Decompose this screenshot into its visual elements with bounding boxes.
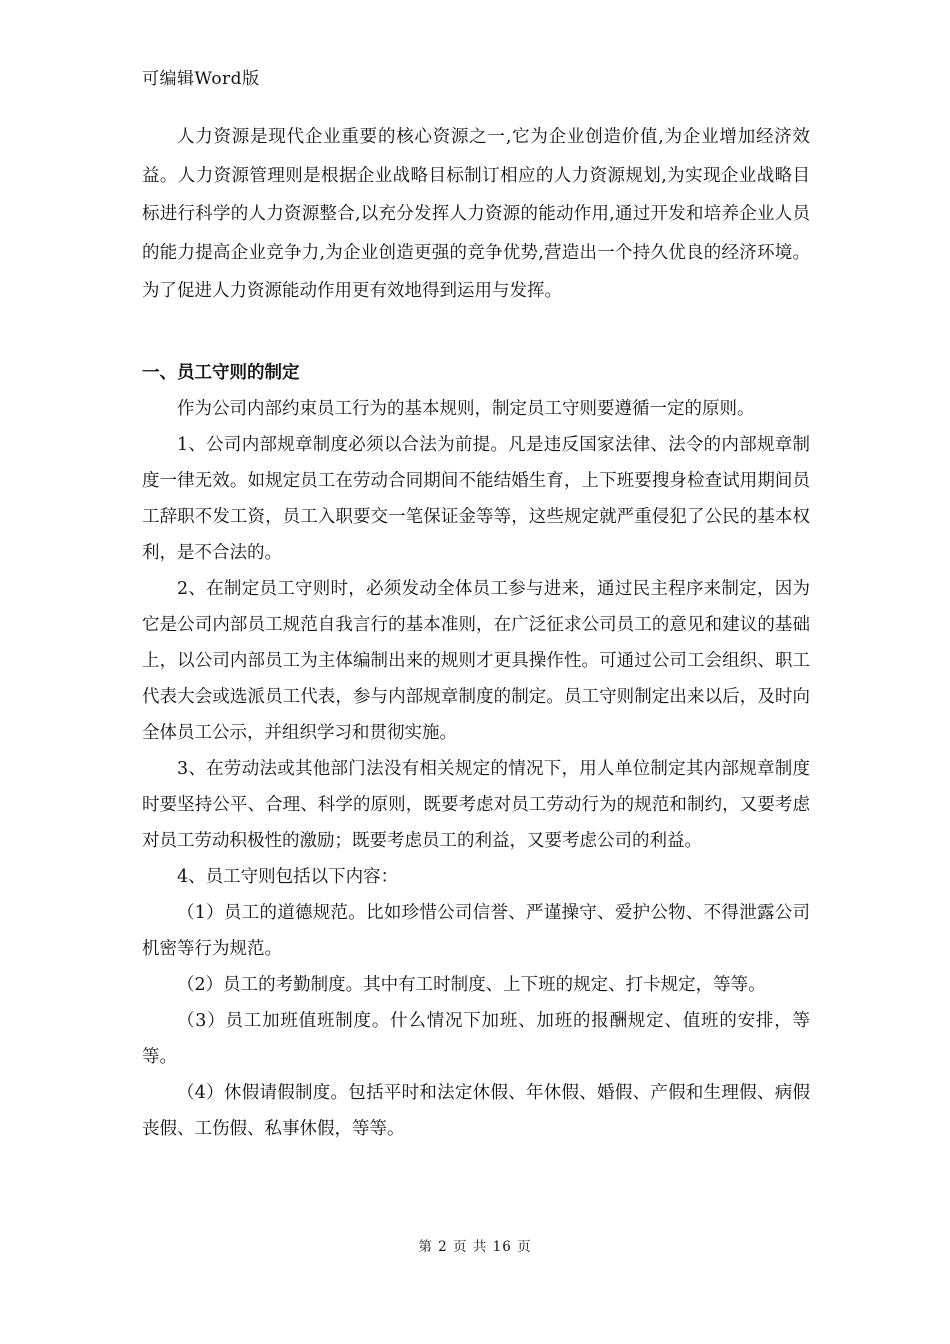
paragraph-item-3: 3、在劳动法或其他部门法没有相关规定的情况下，用人单位制定其内部规章制度时要坚持公平、合理、科学的原则，既要考虑对员工劳动行为的规范和制约，又要考虑对员工劳动积极性的激励；既要考虑员工的利益，又要考虑公司的利益。 <box>142 758 810 851</box>
paragraph-item-1: 1、公司内部规章制度必须以合法为前提。凡是违反国家法律、法令的内部规章制度一律无效。如规定员工在劳动合同期间不能结婚生育，上下班要搜身检查试用期间员工辞职不发工资，员工入职要交一笔保证金等等，这些规定就严重侵犯了公民的基本权利，是不合法的。 <box>142 434 810 563</box>
paragraph-sub-1: （1）员工的道德规范。比如珍惜公司信誉、严谨操守、爱护公物、不得泄露公司机密等行为规范。 <box>142 902 810 959</box>
paragraph-item-2: 2、在制定员工守则时，必须发动全体员工参与进来，通过民主程序来制定，因为它是公司内部员工规范自我言行的基本准则，在广泛征求公司员工的意见和建议的基础上，以公司内部员工为主体编制出来的规则才更具操作性。可通过公司工会组织、职工代表大会或选派员工代表，参与内部规章制度的制定。员工守则制定出来以后，及时向全体员工公示，并组织学习和贯彻实施。 <box>142 578 810 743</box>
section-body <box>142 391 810 1147</box>
paragraph-item-4: 4、员工守则包括以下内容： <box>177 866 399 887</box>
paragraph-sub-4: （4）休假请假制度。包括平时和法定休假、年休假、婚假、产假和生理假、病假丧假、工伤假、私事休假，等等。 <box>142 1082 810 1139</box>
section-heading: 一、员工守则的制定 <box>142 362 300 383</box>
paragraph-sub-2: （2）员工的考勤制度。其中有工时制度、上下班的规定、打卡规定，等等。 <box>177 974 766 995</box>
header-label: 可编辑Word版 <box>142 69 260 89</box>
document-body <box>142 118 810 1147</box>
paragraph-principle: 作为公司内部约束员工行为的基本规则，制定员工守则要遵循一定的原则。 <box>177 398 755 419</box>
paragraph-sub-3: （3）员工加班值班制度。什么情况下加班、加班的报酬规定、值班的安排，等等。 <box>142 1010 810 1067</box>
intro-paragraph: 人力资源是现代企业重要的核心资源之一,它为企业创造价值,为企业增加经济效益。人力资源管理则是根据企业战略目标制订相应的人力资源规划,为实现企业战略目标进行科学的人力资源整合,以充分发挥人力资源的能动作用,通过开发和培养企业人员的能力提高企业竞争力,为企业创造更强的竞争优势,营造出一个持久优良的经济环境。为了促进人力资源能动作用更有效地得到运用与发挥。 <box>142 127 810 301</box>
page-number: 第 2 页 共 16 页 <box>418 1239 532 1255</box>
